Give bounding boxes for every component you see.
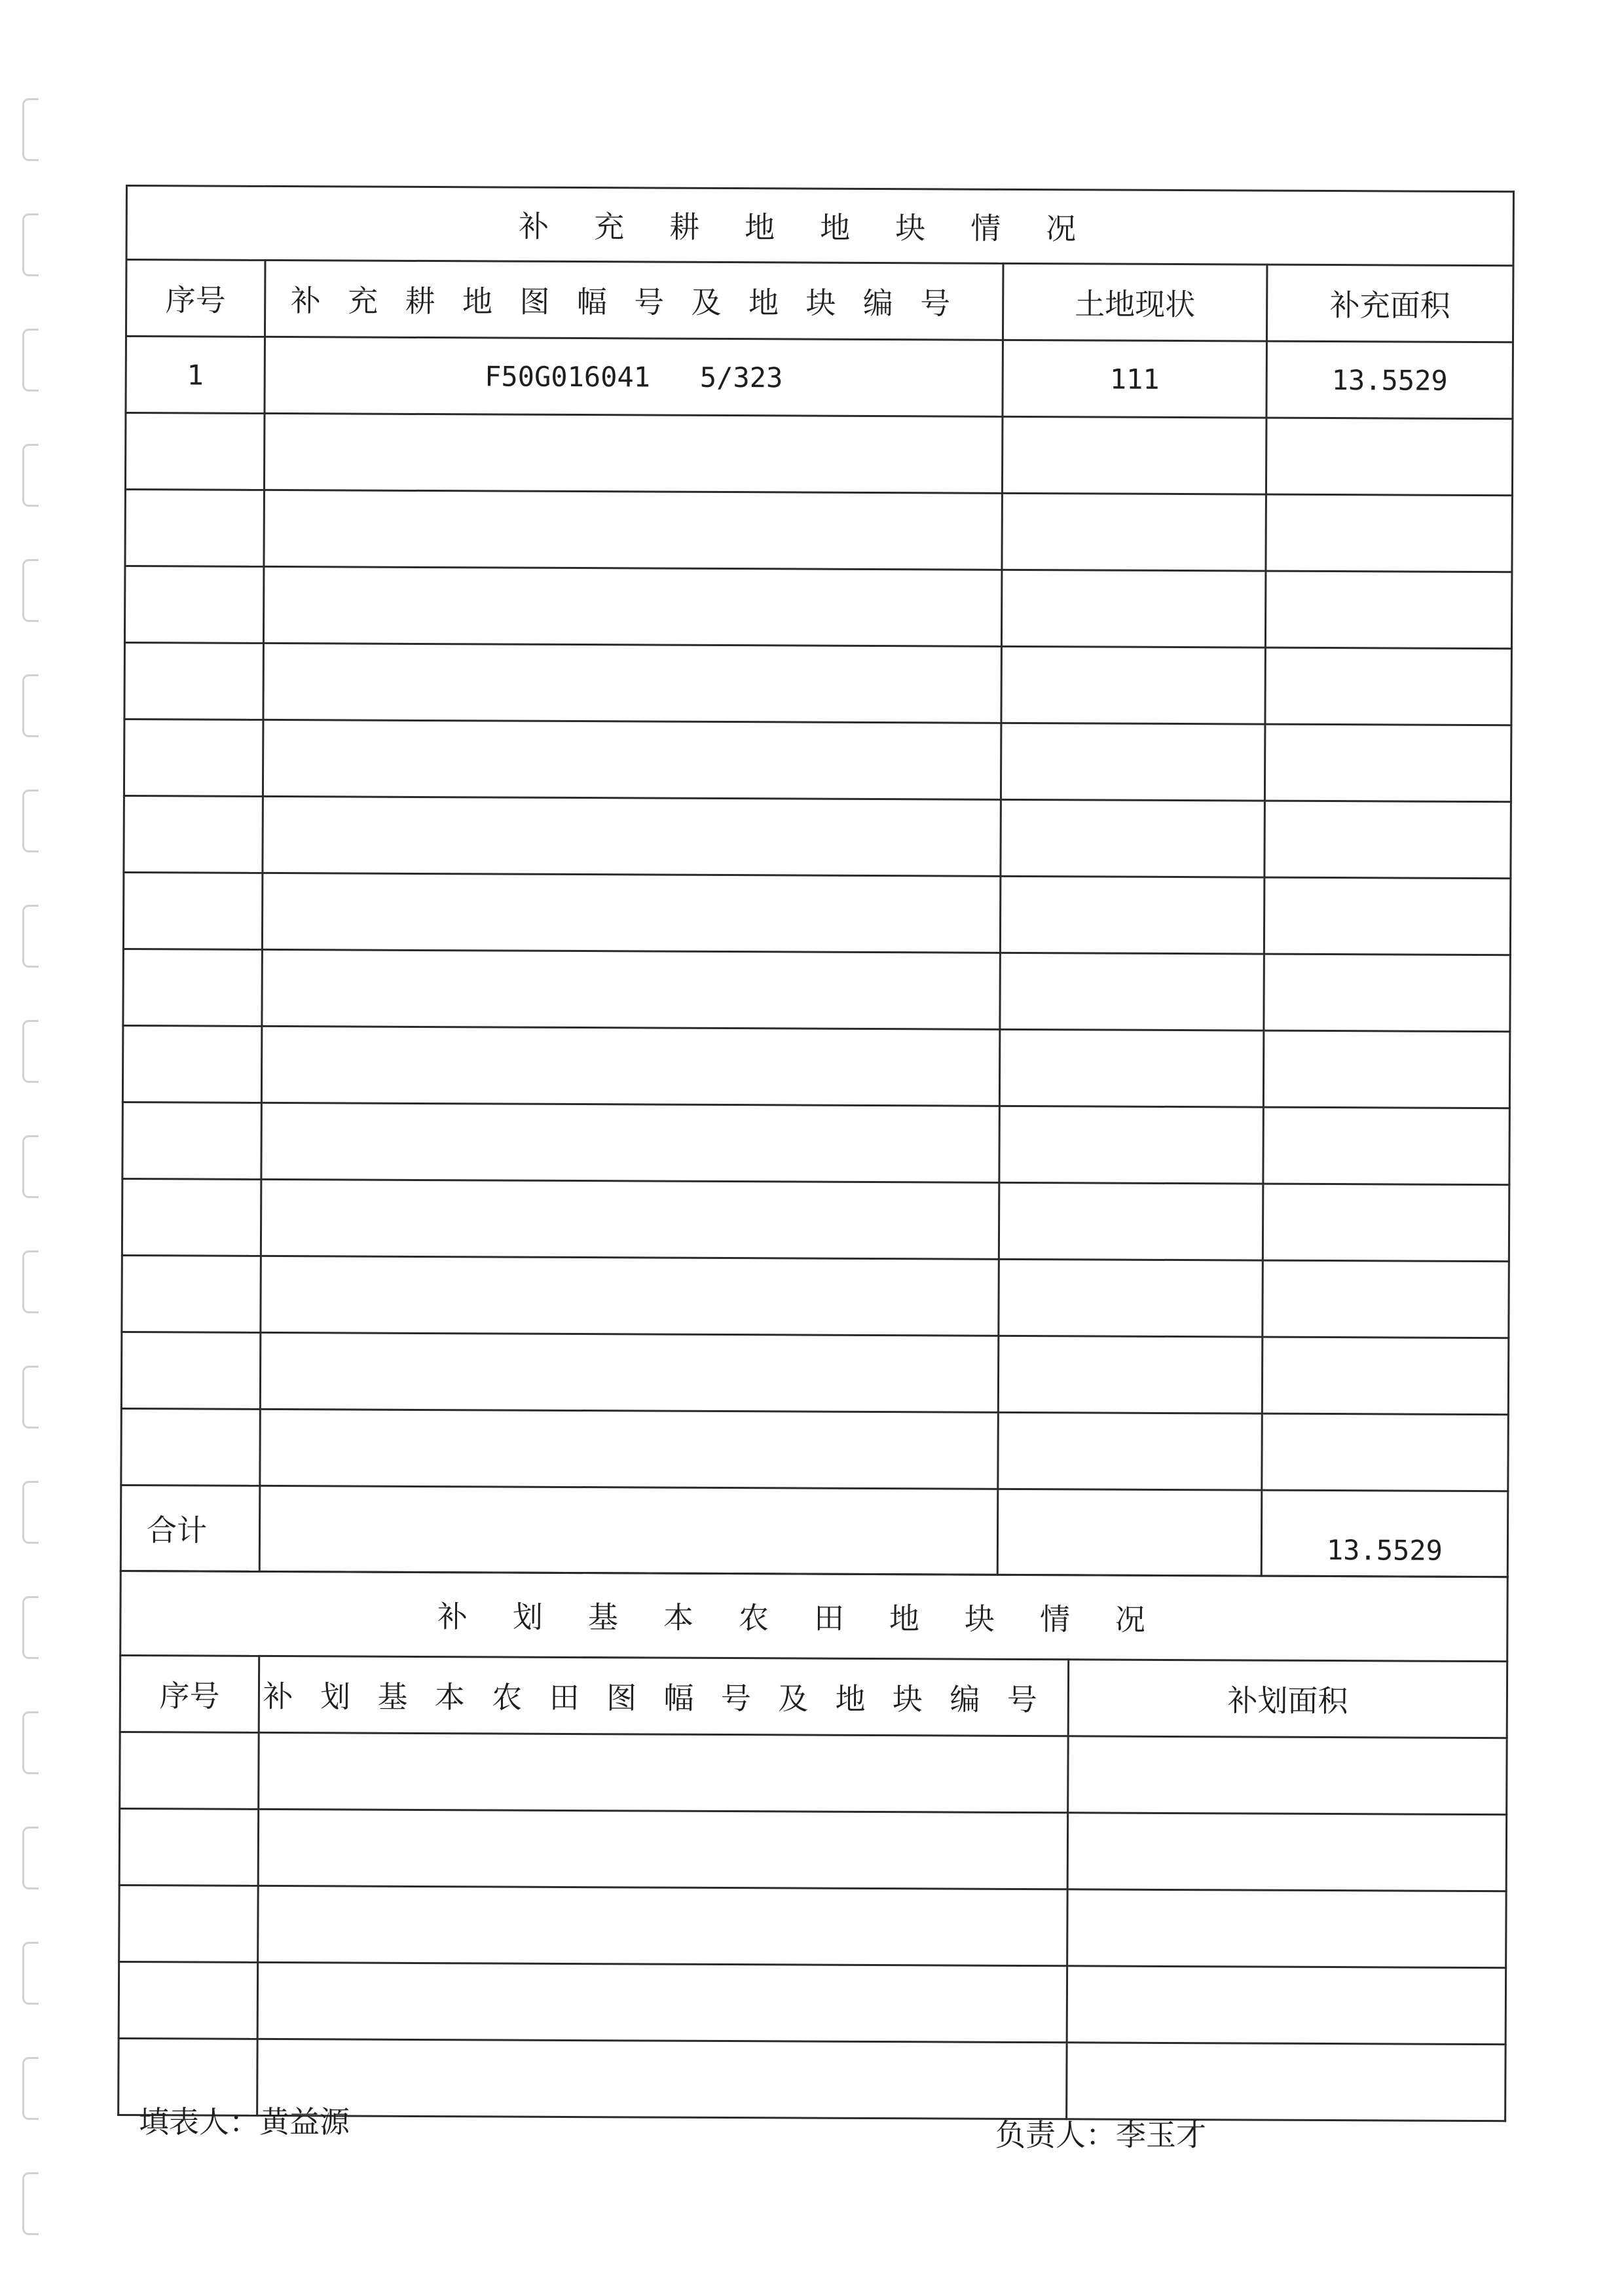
- empty-row: [125, 413, 1512, 496]
- empty-row: [123, 949, 1510, 1031]
- table-row: [126, 337, 1513, 419]
- header-map-id: 补充耕地图幅号及地块编号: [265, 260, 1003, 340]
- empty-row: [125, 490, 1512, 572]
- empty-row: [122, 1025, 1509, 1108]
- row-area: 13.5529: [1266, 341, 1513, 419]
- header-land-status: 土地现状: [1003, 263, 1267, 341]
- empty-row: [124, 566, 1511, 649]
- empty-row: [119, 1961, 1506, 2044]
- empty-row: [122, 1102, 1509, 1184]
- empty-row: [120, 1732, 1507, 1814]
- filler-signature: 填表人：黄益源: [139, 2104, 350, 2140]
- header-seq: 序号: [126, 260, 265, 337]
- total-row: [120, 1485, 1508, 1576]
- header-area: 补充面积: [1266, 264, 1513, 342]
- header-area: 补划面积: [1068, 1660, 1507, 1738]
- total-area: 13.5529: [1261, 1490, 1508, 1577]
- row-seq: 1: [126, 337, 265, 414]
- supplementary-basic-farmland-table: [117, 1570, 1509, 2122]
- section1-title: 补充耕地地块情况: [126, 186, 1513, 266]
- binder-holes: [22, 98, 48, 2291]
- empty-row: [122, 1255, 1509, 1338]
- empty-row: [122, 1178, 1509, 1261]
- responsible-signature: 负责人：李玉才: [995, 2117, 1206, 2153]
- empty-row: [123, 872, 1510, 955]
- empty-row: [121, 1408, 1508, 1491]
- row-map-id: F50G016041 5/323: [265, 337, 1003, 416]
- empty-row: [121, 1332, 1508, 1414]
- empty-row: [124, 795, 1511, 878]
- header-seq: 序号: [120, 1655, 259, 1732]
- empty-row: [124, 642, 1511, 725]
- header-map-id: 补划基本农田图幅号及地块编号: [259, 1656, 1068, 1736]
- row-land-status: 111: [1003, 340, 1267, 418]
- land-supplement-form: [117, 185, 1513, 2100]
- empty-row: [124, 719, 1511, 801]
- supplementary-farmland-table: [120, 185, 1515, 1578]
- empty-row: [119, 1885, 1507, 1967]
- total-label: 合计: [120, 1485, 260, 1571]
- empty-row: [119, 1808, 1507, 1891]
- section2-title: 补划基本农田地块情况: [120, 1571, 1508, 1661]
